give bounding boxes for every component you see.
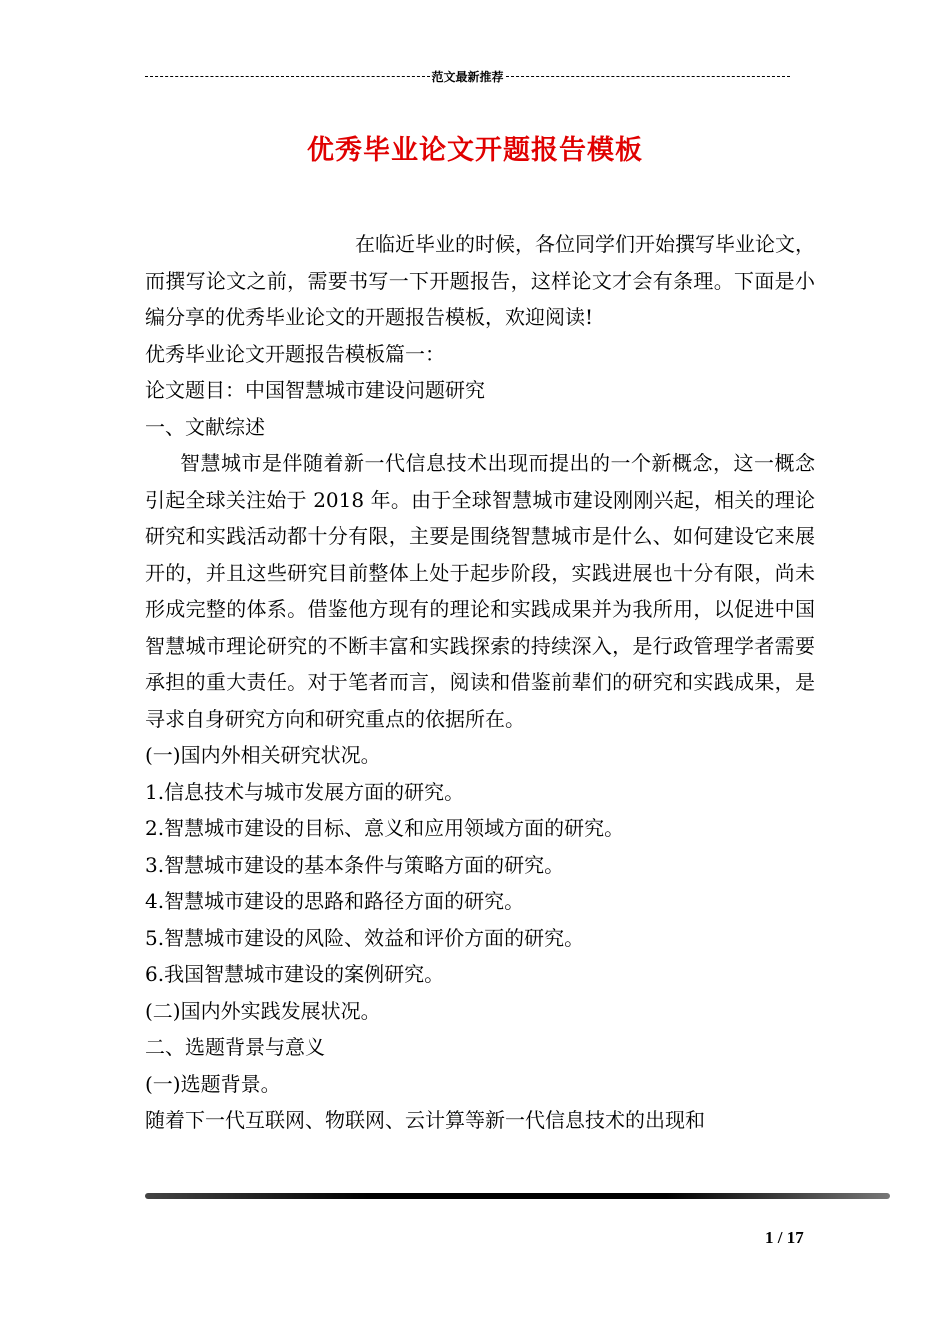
list-line-9: (一)选题背景。 — [145, 1071, 281, 1096]
list-line-5: 5.智慧城市建设的风险、效益和评价方面的研究。 — [145, 925, 585, 950]
list-line-8: 二、选题背景与意义 — [145, 1035, 325, 1059]
header-dash-left — [145, 76, 430, 77]
header-label: 范文最新推荐 — [431, 69, 504, 84]
section-line-2: 一、文献综述 — [145, 414, 265, 439]
list-line-7: (二)国内外实践发展状况。 — [145, 998, 381, 1023]
list-line-4: 4.智慧城市建设的思路和路径方面的研究。 — [145, 889, 525, 913]
list-line-6: 6.我国智慧城市建设的案例研究。 — [145, 962, 445, 986]
intro-paragraph: 在临近毕业的时候，各位同学们开始撰写毕业论文，而撰写论文之前，需要书写一下开题报告，这样论文才会有条理。下面是小编分享的优秀毕业论文的开题报告模板，欢迎阅读! — [145, 232, 815, 329]
section-line-1: 论文题目：中国智慧城市建设问题研究 — [145, 378, 485, 402]
header-rule — [145, 66, 790, 86]
list-line-2: 2.智慧城市建设的目标、意义和应用领域方面的研究。 — [145, 816, 625, 840]
list-line-0: (一)国内外相关研究状况。 — [145, 743, 381, 767]
section-line-0: 优秀毕业论文开题报告模板篇一： — [145, 341, 445, 366]
footer-rule — [145, 1193, 890, 1199]
page-title: 优秀毕业论文开题报告模板 — [307, 135, 643, 166]
body-paragraph: 智慧城市是伴随着新一代信息技术出现而提出的一个新概念，这一概念引起全球关注始于 2018 年。由于全球智慧城市建设刚刚兴起，相关的理论研究和实践活动都十分有限，主要是围绕智慧城市是什么、如何建设它来展开的，并且这些研究目前整体上处于起步阶段，实践进展也十分有限，尚未形成完整的体系。借鉴他方现有的理论和实践成果并为我所用，以促进中国智慧城市理论研究的不断丰富和实践探索的持续深入，是行政管理学者需要承担的重大责任。对于笔者而言，阅读和借鉴前辈们的研究和实践成果，是寻求自身研究方向和研究重点的依据所在。 — [145, 451, 815, 731]
page-number: 1 / 17 — [765, 1228, 804, 1247]
list-line-1: 1.信息技术与城市发展方面的研究。 — [145, 779, 465, 804]
document-body — [145, 226, 815, 1139]
list-line-3: 3.智慧城市建设的基本条件与策略方面的研究。 — [145, 852, 565, 877]
header-dash-right — [506, 76, 791, 77]
list-line-10: 随着下一代互联网、物联网、云计算等新一代信息技术的出现和 — [145, 1108, 705, 1132]
